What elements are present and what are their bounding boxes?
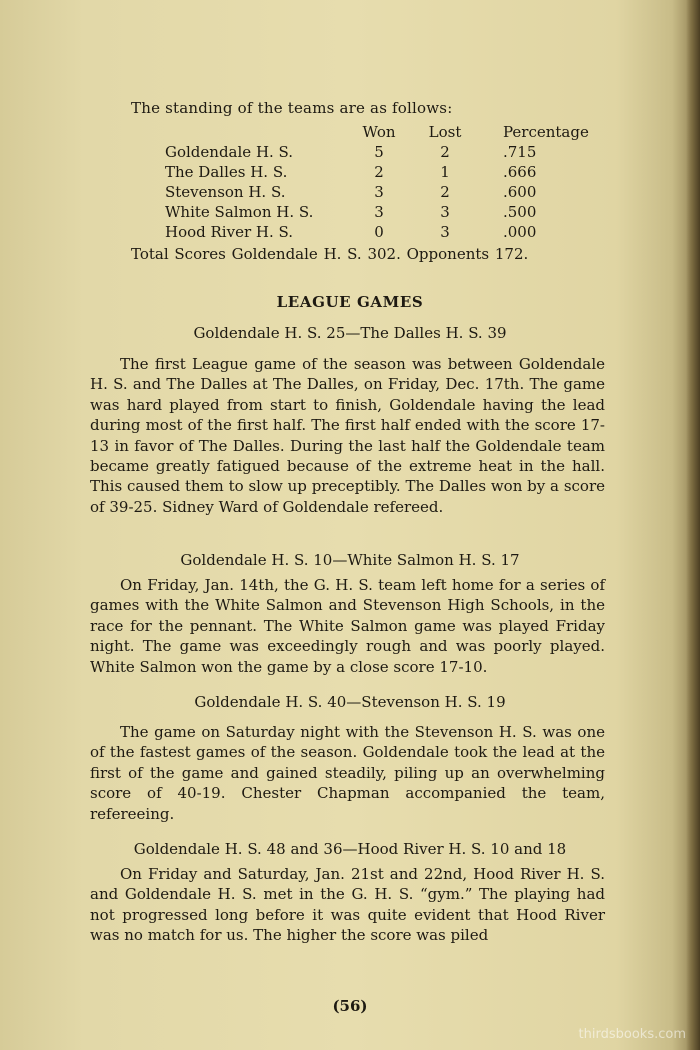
team-won: 0	[374, 223, 384, 241]
team-percentage: .666	[503, 163, 537, 181]
paragraph-text: The first League game of the season was between Goldendale H. S. and The Dalles at The Dalles, on Friday, Dec. 17th. The game was hard played from start to finish, Goldendale having the lead during most of the first half. The first half ended with the score 17-13 in favor of The Dalles. During the last half the Goldendale team became greatly fatigued because of the extreme heat in the hall. This caused them to slow up preceptibly. The Dalles won by a score of 39-25. Sidney Ward of Goldendale refereed.	[90, 355, 605, 516]
team-lost: 1	[440, 163, 450, 181]
team-name: Hood River H. S.	[165, 223, 294, 241]
watermark: thirdsbooks.com	[578, 1027, 686, 1042]
team-won: 2	[374, 163, 384, 181]
team-won: 3	[374, 203, 384, 221]
team-won: 3	[374, 183, 384, 201]
game-title: Goldendale H. S. 10—White Salmon H. S. 17	[180, 551, 520, 569]
table-row	[165, 162, 603, 182]
page-number: (56)	[332, 997, 368, 1015]
team-name: Stevenson H. S.	[165, 183, 286, 201]
team-name: White Salmon H. S.	[165, 203, 314, 221]
header-won: Won	[362, 123, 396, 141]
standings-header-row	[165, 122, 603, 142]
header-lost: Lost	[428, 123, 462, 141]
game-paragraph	[90, 354, 605, 517]
standings-table	[165, 122, 603, 242]
paragraph-text: On Friday and Saturday, Jan. 21st and 22nd, Hood River H. S. and Goldendale H. S. met in the G. H. S. “gym.” The playing had not progressed long before it was quite evident that Hood River was no match for us. The higher the score was piled	[90, 865, 605, 945]
team-lost: 3	[440, 203, 450, 221]
page-edge-shadow	[686, 0, 700, 1050]
standings-intro: The standing of the teams are as follows:	[131, 99, 453, 117]
game-paragraph	[90, 864, 605, 946]
total-scores: Total Scores Goldendale H. S. 302. Opponents 172.	[131, 245, 529, 263]
team-name: The Dalles H. S.	[165, 163, 288, 181]
team-percentage: .500	[503, 203, 537, 221]
paragraph-text: The game on Saturday night with the Stevenson H. S. was one of the fastest games of the season. Goldendale took the lead at the first of the game and gained steadily, piling up an overwhelming score of 40-19. Chester Chapman accompanied the team, refereeing.	[90, 723, 605, 823]
team-percentage: .600	[503, 183, 537, 201]
table-row	[165, 182, 603, 202]
game-title: Goldendale H. S. 25—The Dalles H. S. 39	[193, 324, 507, 342]
section-heading: LEAGUE GAMES	[276, 293, 424, 311]
table-row	[165, 142, 603, 162]
team-percentage: .715	[503, 143, 537, 161]
paragraph-text: On Friday, Jan. 14th, the G. H. S. team left home for a series of games with the White Salmon and Stevenson High Schools, in the race for the pennant. The White Salmon game was played Friday night. The game was exceedingly rough and was poorly played. White Salmon won the game by a close score 17-10.	[90, 576, 605, 676]
header-percentage: Percentage	[503, 123, 589, 141]
game-title: Goldendale H. S. 48 and 36—Hood River H. S. 10 and 18	[133, 840, 567, 858]
team-lost: 2	[440, 183, 450, 201]
team-lost: 2	[440, 143, 450, 161]
game-paragraph	[90, 575, 605, 677]
game-title: Goldendale H. S. 40—Stevenson H. S. 19	[194, 693, 506, 711]
table-row	[165, 222, 603, 242]
game-paragraph	[90, 722, 605, 824]
table-row	[165, 202, 603, 222]
team-lost: 3	[440, 223, 450, 241]
team-won: 5	[374, 143, 384, 161]
team-percentage: .000	[503, 223, 537, 241]
team-name: Goldendale H. S.	[165, 143, 294, 161]
